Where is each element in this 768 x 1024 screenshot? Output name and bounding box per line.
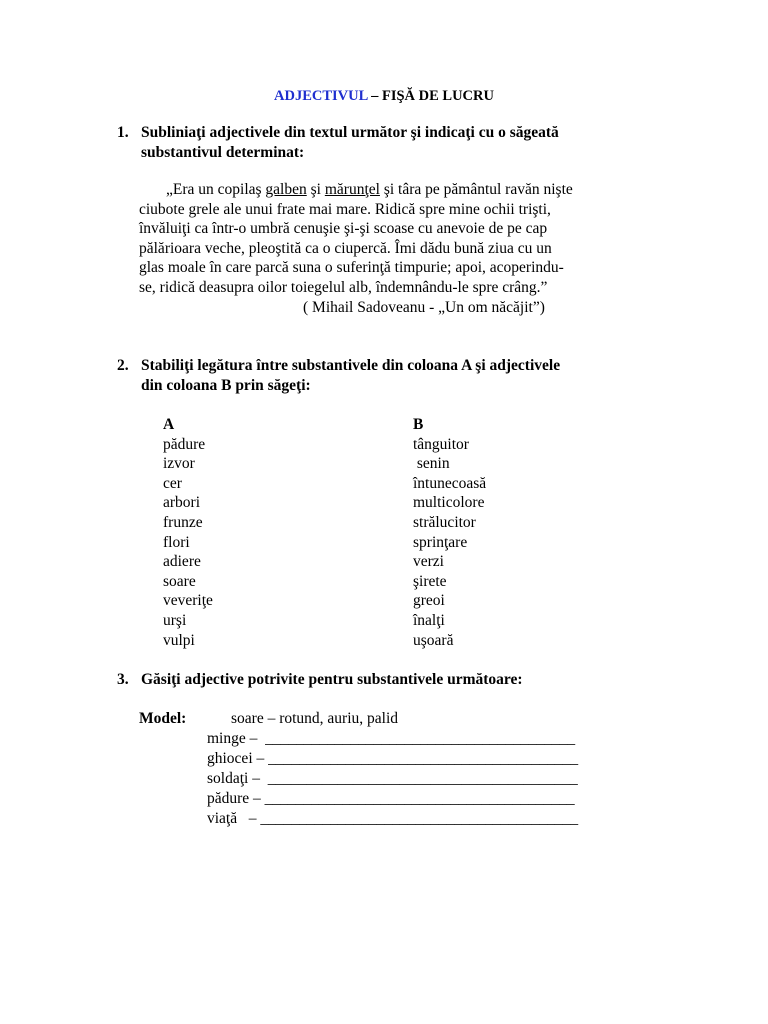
title-highlight: ADJECTIVUL [274,88,368,104]
column-a-item: adiere [163,553,201,571]
fill-in-line: viaţă – _________________________________________ [207,810,579,827]
column-b-header: B [413,416,424,433]
column-b-item: întunecoasă [413,474,487,492]
column-b-item: sprinţare [413,533,468,551]
column-a-item: vulpi [163,631,195,649]
column-b-item: greoi [413,592,445,610]
question-3-number: 3. [117,671,129,688]
page-title [0,88,768,105]
quote-line-1: „Era un copilaş galben şi mărunţel şi târa pe pământul ravăn nişte [166,181,573,198]
column-b [413,415,486,650]
column-a-item: soare [163,572,196,590]
column-b-item: multicolore [413,494,485,512]
column-a-item: frunze [163,513,203,531]
column-a [163,415,213,650]
model-example: soare – rotund, auriu, palid [231,710,399,727]
column-a-item: flori [163,533,190,551]
column-a-item: cer [163,474,182,492]
quote-line-2: ciubote grele ale unui frate mai mare. Ridică spre mine ochii trişti, [139,200,551,218]
column-a-item: veveriţe [163,592,213,610]
quote-line-4: pălărioara veche, pleoştită ca o ciupercă. Îmi dădu bună ziua cu un [139,239,552,257]
model-label: Model: [139,710,187,727]
column-b-item: senin [413,455,450,473]
quote-author: ( Mihail Sadoveanu - „Un om năcăjit”) [303,299,545,316]
quote-line-6: se, ridică deasupra oilor toiegelul alb, îndemnându-le spre crâng.” [139,278,548,296]
column-b-item: uşoară [413,631,454,649]
question-3-line1: Găsiţi adjective potrivite pentru substantivele următoare: [141,671,523,688]
fill-in-line: pădure – ________________________________________ [207,790,575,807]
fill-in-list [207,729,578,829]
question-1-number: 1. [117,124,129,141]
quoted-text [139,180,631,297]
column-b-item: strălucitor [413,513,476,531]
quote-line-3: învăluiţi ca într-o umbră cenuşie şi-şi scoase cu anevoie de pe cap [139,220,548,237]
quote-line-5: glas moale în care parcă suna o suferinţă timpurie; apoi, acoperindu- [139,259,564,276]
question-1-line2: substantivul determinat: [141,144,305,161]
question-1-line1: Subliniaţi adjectivele din textul următor şi indicaţi cu o săgeată [141,124,559,141]
column-a-item: urşi [163,611,187,629]
underlined-adjective-galben: galben [265,181,307,198]
column-b-item: şirete [413,572,447,590]
fill-in-line: soldaţi – ________________________________________ [207,770,578,787]
column-b-item: verzi [413,553,444,571]
title-rest: – FIŞĂ DE LUCRU [367,88,494,104]
fill-in-line: ghiocei – ________________________________________ [207,750,579,767]
question-2-number: 2. [117,357,129,374]
column-a-item: izvor [163,455,195,473]
column-a-item: pădure [163,435,206,453]
underlined-adjective-maruntel: mărunţel [324,181,380,198]
column-a-header: A [163,416,175,433]
column-b-item: tânguitor [413,435,469,453]
question-2-line1: Stabiliţi legătura între substantivele din coloana A şi adjectivele [141,357,561,374]
column-b-item: înalţi [413,611,445,629]
question-2-line2: din coloana B prin săgeţi: [141,377,311,394]
fill-in-line: minge – ________________________________________ [207,730,576,747]
column-a-item: arbori [163,494,201,512]
